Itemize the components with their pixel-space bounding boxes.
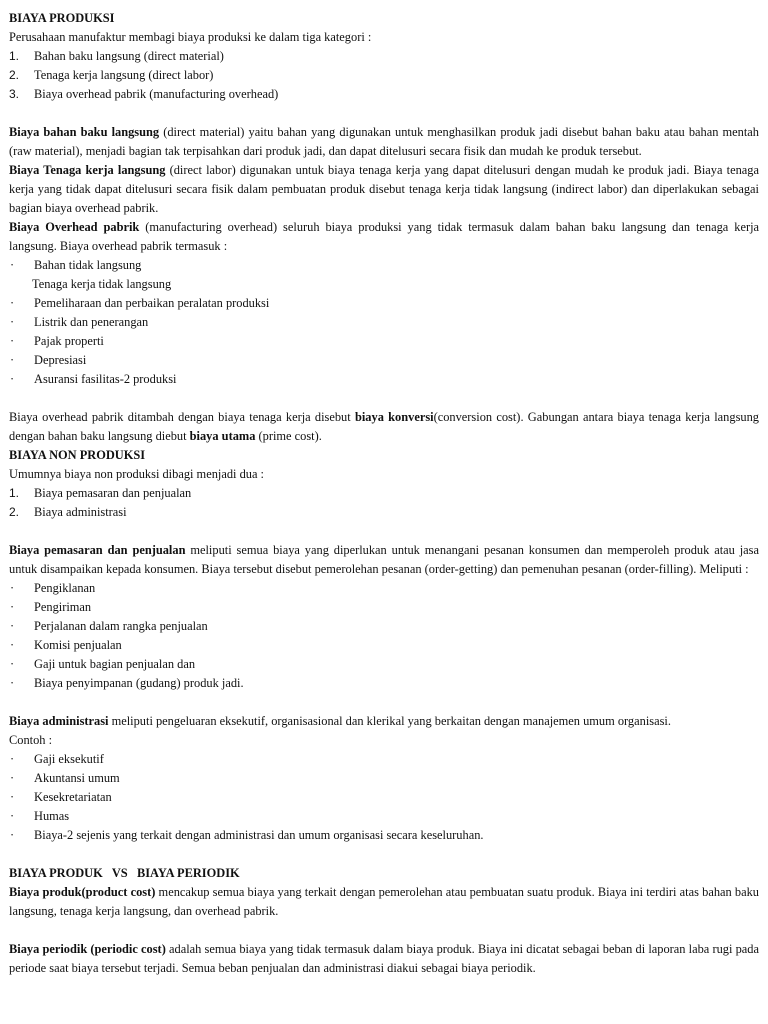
list-number: 3. [9, 87, 20, 101]
list-item [9, 579, 759, 598]
list-number: 1. [9, 49, 20, 63]
list-item-text: Gaji untuk bagian penjualan dan [34, 657, 196, 671]
bullet-icon: · [10, 334, 15, 348]
list-item-text: Biaya-2 sejenis yang terkait dengan administrasi dan umum organisasi secara keseluruhan. [34, 828, 484, 842]
spacer [9, 522, 759, 541]
list-item-text: Asuransi fasilitas-2 produksi [34, 372, 177, 386]
term-bold: biaya utama [189, 429, 256, 443]
list-item-text: Pengiklanan [34, 581, 96, 595]
list-item [9, 484, 759, 503]
bullet-icon: · [10, 258, 15, 272]
list-item [9, 503, 759, 522]
list-item-text: Biaya administrasi [34, 505, 127, 519]
list-item-text: Pajak properti [34, 334, 104, 348]
paragraph-text: (direct material) yaitu bahan yang digunakan untuk menghasilkan produk jadi disebut bahan baku atau bahan mentah (raw material), menjadi bagian tak terpisahkan dari produk jadi, dan dapat ditelusuri secara fisik dan mudah ke produk tersebut. [9, 125, 759, 158]
section-title-produk-vs-periodik: BIAYA PRODUK VS BIAYA PERIODIK [9, 866, 240, 880]
paragraph-direct-labor [9, 161, 759, 218]
section-intro: Perusahaan manufaktur membagi biaya produksi ke dalam tiga kategori : [9, 30, 372, 44]
numbered-list-production [9, 47, 759, 104]
paragraph-text: Biaya overhead pabrik ditambah dengan biaya tenaga kerja disebut [9, 410, 355, 424]
term-bold: Biaya periodik (periodic cost) [9, 942, 166, 956]
list-item [9, 674, 759, 693]
document-page [9, 9, 759, 978]
bullet-icon: · [10, 581, 15, 595]
paragraph-text: (conversion cost). Gabungan antara biaya tenaga kerja langsung dengan bahan baku langsung diebut [9, 410, 759, 443]
paragraph-text: (direct labor) digunakan untuk biaya tenaga kerja yang dapat ditelusuri dengan mudah ke produk jadi. Biaya tenaga kerja yang tidak dapat ditelusuri secara fisik dalam pembuatan produk disebut tenaga kerja tidak langsung (indirect labor) dan diperlakukan sebagai bagian biaya overhead pabrik. [9, 163, 760, 215]
bullet-icon: · [10, 828, 15, 842]
bullet-icon: · [10, 315, 15, 329]
term-bold: Biaya produk(product cost) [9, 885, 156, 899]
term-bold: Biaya Overhead pabrik [9, 220, 140, 234]
list-item [9, 66, 759, 85]
spacer [9, 845, 759, 864]
example-label: Contoh : [9, 733, 53, 747]
list-item [9, 807, 759, 826]
paragraph-direct-material [9, 123, 759, 161]
paragraph-periodic-cost [9, 940, 759, 978]
bullet-list-marketing [9, 579, 759, 693]
list-item [9, 617, 759, 636]
list-item [9, 788, 759, 807]
list-item-text: Kesekretariatan [34, 790, 112, 804]
list-item [9, 294, 759, 313]
bullet-icon: · [10, 752, 15, 766]
term-bold: Biaya pemasaran dan penjualan [9, 543, 186, 557]
list-item-text: Akuntansi umum [34, 771, 120, 785]
paragraph-text: (prime cost). [255, 429, 322, 443]
bullet-icon: · [10, 296, 15, 310]
paragraph-conversion-cost [9, 408, 759, 446]
term-bold: Biaya Tenaga kerja langsung [9, 163, 166, 177]
paragraph-product-cost [9, 883, 759, 921]
bullet-icon: · [10, 771, 15, 785]
list-item-text: Biaya overhead pabrik (manufacturing overhead) [34, 87, 279, 101]
paragraph-text: meliputi semua biaya yang diperlukan untuk menangani pesanan konsumen dan memperoleh produk atau jasa untuk disampaikan kepada konsumen. Biaya tersebut disebut pemerolehan pesanan (order-getting) dan pemenuhan pesanan (order-filling). Meliputi : [9, 543, 759, 576]
list-item-text: Tenaga kerja langsung (direct labor) [34, 68, 214, 82]
list-item-text: Depresiasi [34, 353, 87, 367]
list-item [9, 655, 759, 674]
spacer [9, 389, 759, 408]
spacer [9, 921, 759, 940]
list-item: Tenaga kerja tidak langsung [32, 277, 172, 291]
numbered-list-non-production [9, 484, 759, 522]
paragraph-overhead [9, 218, 759, 256]
section-title-biaya-produksi: BIAYA PRODUKSI [9, 11, 115, 25]
bullet-icon: · [10, 638, 15, 652]
list-item [9, 598, 759, 617]
term-bold: biaya konversi [354, 410, 434, 424]
bullet-icon: · [10, 619, 15, 633]
list-item-text: Biaya pemasaran dan penjualan [34, 486, 192, 500]
bullet-icon: · [10, 600, 15, 614]
section-title-biaya-non-produksi: BIAYA NON PRODUKSI [9, 448, 146, 462]
list-item-text: Bahan tidak langsung [34, 258, 142, 272]
bullet-icon: · [10, 657, 15, 671]
paragraph-text: mencakup semua biaya yang terkait dengan pemerolehan atau pembuatan suatu produk. Biaya ini terdiri atas bahan baku langsung, tenaga kerja langsung, dan overhead pabrik. [9, 885, 759, 918]
paragraph-marketing [9, 541, 759, 579]
section-intro: Umumnya biaya non produksi dibagi menjadi dua : [9, 467, 264, 481]
list-number: 2. [9, 68, 20, 82]
list-item-text: Biaya penyimpanan (gudang) produk jadi. [34, 676, 244, 690]
list-item [9, 750, 759, 769]
list-item-text: Bahan baku langsung (direct material) [34, 49, 224, 63]
list-item [9, 826, 759, 845]
term-bold: Biaya administrasi [9, 714, 109, 728]
list-item-text: Listrik dan penerangan [34, 315, 149, 329]
list-item [9, 769, 759, 788]
list-item-text: Perjalanan dalam rangka penjualan [34, 619, 208, 633]
list-item [9, 636, 759, 655]
list-number: 2. [9, 505, 20, 519]
list-item [9, 85, 759, 104]
list-item-text: Humas [34, 809, 70, 823]
list-item [9, 351, 759, 370]
bullet-icon: · [10, 353, 15, 367]
bullet-list-overhead [9, 256, 759, 389]
list-item-text: Pemeliharaan dan perbaikan peralatan produksi [34, 296, 270, 310]
bullet-list-admin [9, 750, 759, 845]
bullet-icon: · [10, 676, 15, 690]
spacer [9, 693, 759, 712]
paragraph-administration [9, 712, 759, 731]
spacer [9, 104, 759, 123]
bullet-icon: · [10, 809, 15, 823]
bullet-icon: · [10, 372, 15, 386]
list-item [9, 370, 759, 389]
list-item [9, 256, 759, 275]
list-item [9, 313, 759, 332]
paragraph-text: meliputi pengeluaran eksekutif, organisasional dan klerikal yang berkaitan dengan manajemen umum organisasi. [108, 714, 671, 728]
paragraph-text: (manufacturing overhead) seluruh biaya produksi yang tidak termasuk dalam bahan baku langsung dan tenaga kerja langsung. Biaya overhead pabrik termasuk : [9, 220, 760, 253]
list-item-text: Pengiriman [34, 600, 92, 614]
list-item [9, 332, 759, 351]
list-item [9, 47, 759, 66]
bullet-icon: · [10, 790, 15, 804]
list-item-text: Komisi penjualan [34, 638, 122, 652]
paragraph-text: adalah semua biaya yang tidak termasuk dalam biaya produk. Biaya ini dicatat sebagai beban di laporan laba rugi pada periode saat biaya tersebut terjadi. Semua beban penjualan dan administrasi diakui sebagai biaya periodik. [9, 942, 759, 975]
list-item-text: Gaji eksekutif [34, 752, 104, 766]
list-number: 1. [9, 486, 20, 500]
term-bold: Biaya bahan baku langsung [9, 125, 160, 139]
